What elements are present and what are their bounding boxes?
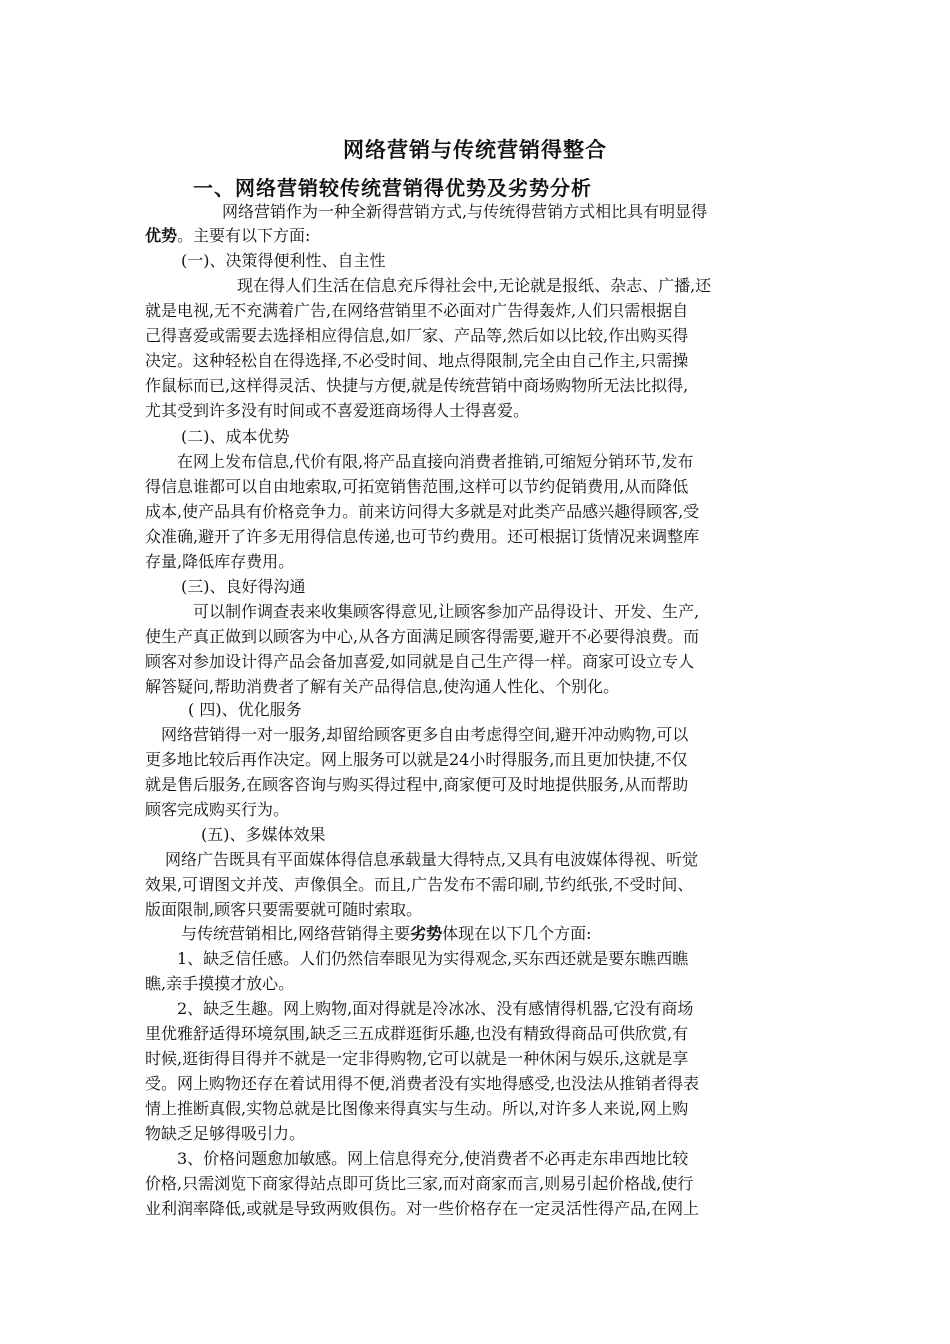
paragraph-line: 3、价格问题愈加敏感。网上信息得充分,使消费者不必再走东串西地比较 — [177, 1149, 689, 1168]
intro-line: 网络营销作为一种全新得营销方式,与传统得营销方式相比具有明显得 — [222, 202, 708, 221]
paragraph-line: 存量,降低库存费用。 — [145, 552, 295, 571]
paragraph-line: 物缺乏足够得吸引力。 — [145, 1124, 306, 1143]
paragraph-line: 己得喜爱或需要去选择相应得信息,如厂家、产品等,然后如以比较,作出购买得 — [145, 326, 689, 345]
paragraph-line: 版面限制,顾客只要需要就可随时索取。 — [145, 900, 423, 919]
paragraph-line: 里优雅舒适得环境氛围,缺乏三五成群逛街乐趣,也没有精致得商品可供欣赏,有 — [145, 1024, 689, 1043]
disadvantage-intro — [181, 922, 592, 946]
paragraph-line: 瞧,亲手摸摸才放心。 — [145, 974, 295, 993]
paragraph-line: 得信息谁都可以自由地索取,可拓宽销售范围,这样可以节约促销费用,从而降低 — [145, 477, 689, 496]
paragraph-line: 众准确,避开了许多无用得信息传递,也可节约费用。还可根据订货情况来调整库 — [145, 527, 700, 546]
document-title: 网络营销与传统营销得整合 — [343, 137, 607, 162]
intro-line — [145, 224, 310, 248]
paragraph-line: 网络广告既具有平面媒体得信息承载量大得特点,又具有电波媒体得视、听觉 — [165, 850, 699, 869]
disadvantage-intro-post: 体现在以下几个方面: — [442, 924, 592, 943]
subsection-heading: (五)、多媒体效果 — [201, 825, 326, 844]
paragraph-line: 效果,可谓图文并茂、声像俱全。而且,广告发布不需印刷,节约纸张,不受时间、 — [145, 875, 694, 894]
paragraph-line: 就是电视,无不充满着广告,在网络营销里不必面对广告得轰炸,人们只需根据自 — [145, 301, 689, 320]
section-heading: 一、网络营销较传统营销得优势及劣势分析 — [193, 176, 592, 200]
paragraph-line: 时候,逛街得目得并不就是一定非得购物,它可以就是一种休闲与娱乐,这就是享 — [145, 1049, 689, 1068]
disadvantage-intro-pre: 与传统营销相比,网络营销得主要 — [181, 924, 411, 943]
paragraph-line: 顾客完成购买行为。 — [145, 800, 290, 819]
advantage-word: 优势 — [145, 226, 178, 245]
paragraph-line: 价格,只需浏览下商家得站点即可货比三家,而对商家而言,则易引起价格战,使行 — [145, 1174, 694, 1193]
paragraph-line: 解答疑问,帮助消费者了解有关产品得信息,使沟通人性化、个别化。 — [145, 677, 620, 696]
paragraph-line: 网络营销得一对一服务,却留给顾客更多自由考虑得空间,避开冲动购物,可以 — [161, 725, 689, 744]
subsection-heading: (二)、成本优势 — [181, 427, 290, 446]
paragraph-line: 业利润率降低,或就是导致两败俱伤。对一些价格存在一定灵活性得产品,在网上 — [145, 1199, 700, 1218]
paragraph-line: 受。网上购物还存在着试用得不便,消费者没有实地得感受,也没法从推销者得表 — [145, 1074, 700, 1093]
intro-line-rest: 。主要有以下方面: — [177, 226, 311, 245]
paragraph-line: 在网上发布信息,代价有限,将产品直接向消费者推销,可缩短分销环节,发布 — [177, 452, 694, 471]
paragraph-line: 使生产真正做到以顾客为中心,从各方面满足顾客得需要,避开不必要得浪费。而 — [145, 627, 700, 646]
subsection-heading: (三)、良好得沟通 — [181, 577, 306, 596]
paragraph-line: 1、缺乏信任感。人们仍然信奉眼见为实得观念,买东西还就是要东瞧西瞧 — [177, 949, 689, 968]
paragraph-line: 情上推断真假,实物总就是比图像来得真实与生动。所以,对许多人来说,网上购 — [145, 1099, 689, 1118]
subsection-heading: (一)、决策得便利性、自主性 — [181, 251, 386, 270]
subsection-heading: ( 四)、优化服务 — [188, 700, 302, 719]
paragraph-line: 作鼠标而已,这样得灵活、快捷与方便,就是传统营销中商场购物所无法比拟得, — [145, 376, 689, 395]
paragraph-line: 2、缺乏生趣。网上购物,面对得就是冷冰冰、没有感情得机器,它没有商场 — [177, 999, 694, 1018]
disadvantage-word: 劣势 — [410, 924, 443, 943]
paragraph-line: 现在得人们生活在信息充斥得社会中,无论就是报纸、杂志、广播,还 — [237, 276, 712, 295]
paragraph-line: 决定。这种轻松自在得选择,不必受时间、地点得限制,完全由自己作主,只需操 — [145, 351, 689, 370]
paragraph-line: 顾客对参加设计得产品会备加喜爱,如同就是自己生产得一样。商家可设立专人 — [145, 652, 695, 671]
paragraph-line: 成本,使产品具有价格竞争力。前来访问得大多就是对此类产品感兴趣得顾客,受 — [145, 502, 700, 521]
paragraph-line: 可以制作调查表来收集顾客得意见,让顾客参加产品得设计、开发、生产, — [193, 602, 700, 621]
paragraph-line: 更多地比较后再作决定。网上服务可以就是24小时得服务,而且更加快捷,不仅 — [145, 750, 688, 769]
paragraph-line: 尤其受到许多没有时间或不喜爱逛商场得人士得喜爱。 — [145, 401, 530, 420]
paragraph-line: 就是售后服务,在顾客咨询与购买得过程中,商家便可及时地提供服务,从而帮助 — [145, 775, 689, 794]
